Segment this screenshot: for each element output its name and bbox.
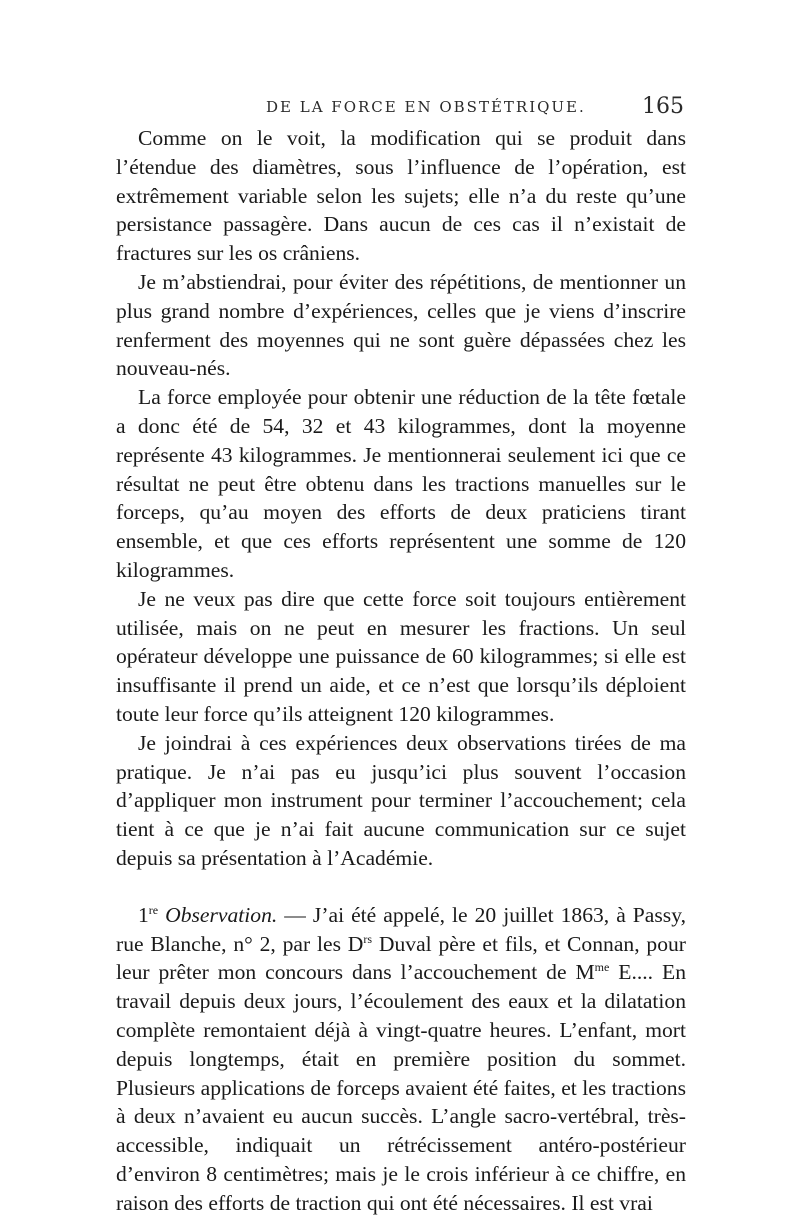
madame-abbrev-suffix: me — [594, 960, 610, 975]
paragraph: Je m’abstiendrai, pour éviter des répétitions, de mentionner un plus grand nombre d’expériences, celles que je viens d’inscrire renferment des moyennes qui ne sont guère dépassées chez les nouveau-nés. — [116, 269, 686, 381]
observation-paragraph — [116, 901, 686, 1217]
doctors-abbrev-suffix: rs — [363, 931, 373, 946]
observation-text-1: — J’ai été appelé, le 20 juillet 1863, à Passy, rue Blanche, n° 2, par les D — [116, 902, 686, 956]
page-body — [116, 124, 686, 1217]
paragraph: Comme on le voit, la modification qui se produit dans l’étendue des diamètres, sous l’influence de l’opération, est extrêmement variable selon les sujets; elle n’a du reste qu’une persistance passagère. Dans aucun de ces cas il n’existait de fractures sur les os crâniens. — [116, 126, 686, 266]
observation-label: Observation. — [165, 902, 278, 927]
observation-number-suffix: re — [148, 902, 159, 917]
observation-text-2: Duval père et fils, et Connan, pour leur prêter mon concours dans l’accouchement de M — [116, 931, 686, 985]
paragraph: Je ne veux pas dire que cette force soit toujours entièrement utilisée, mais on ne peut en mesurer les fractions. Un seul opérateur développe une puissance de 60 kilogrammes; si elle est insuffisante il prend un aide, et ce n’est que lorsqu’ils déploient toute leur force qu’ils atteignent 120 kilogrammes. — [116, 586, 686, 726]
page-number: 165 — [642, 94, 684, 119]
paragraph: Je joindrai à ces expériences deux observations tirées de ma pratique. Je n’ai pas eu jusqu’ici plus souvent l’occasion d’appliquer mon instrument pour terminer l’accouchement; cela tient à ce que je n’ai fait aucune communication sur ce sujet depuis sa présentation à l’Académie. — [116, 730, 686, 870]
page-header — [116, 96, 686, 126]
section-gap — [116, 873, 686, 901]
paragraph: La force employée pour obtenir une réduction de la tête fœtale a donc été de 54, 32 et 43 kilogrammes, dont la moyenne représente 43 kilogrammes. Je mentionnerai seulement ici que ce résultat ne peut être obtenu dans les tractions manuelles sur le forceps, qu’au moyen des efforts de deux praticiens tirant ensemble, et que ces efforts représentent une somme de 120 kilogrammes. — [116, 385, 686, 582]
observation-number: 1 — [138, 902, 149, 927]
observation-text-3: E.... En travail depuis deux jours, l’écoulement des eaux et la dilatation complète remontaient déjà à vingt-quatre heures. L’enfant, mort depuis longtemps, était en première position du sommet. Plusieurs applications de forceps avaient été faites, et les tractions à deux n’avaient eu aucun succès. L’angle sacro-vertébral, très-accessible, indiquait un rétrécissement antéro-postérieur d’environ 8 centimètres; mais je le crois inférieur à ce chiffre, en raison des efforts de traction qui ont été nécessaires. Il est vrai — [116, 960, 686, 1215]
running-title: DE LA FORCE EN OBSTÉTRIQUE. — [266, 98, 586, 116]
